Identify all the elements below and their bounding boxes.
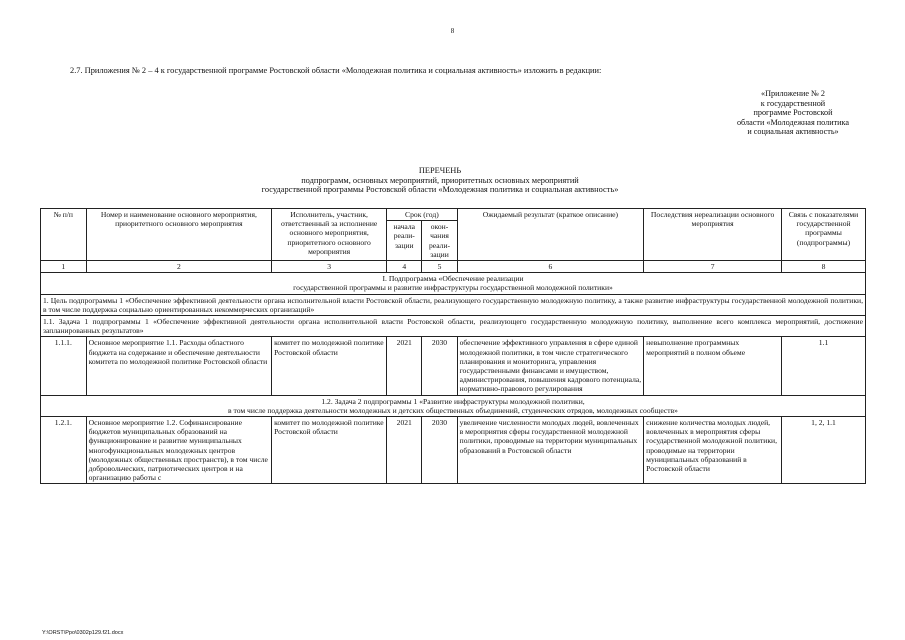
col-number: 4 — [387, 261, 422, 273]
task-row — [41, 395, 866, 416]
row-start: 2021 — [387, 417, 422, 484]
header-term: Срок (год) — [387, 209, 457, 221]
row-end: 2030 — [422, 337, 457, 395]
task-line: в том числе поддержка деятельности молодежных и детских общественных объединений, студенческих отрядов, молодежных сообществ» — [228, 405, 678, 415]
goal-row — [41, 294, 866, 315]
appendix-line: к государственной — [760, 98, 826, 108]
appendix-line: программе Ростовской — [753, 108, 833, 118]
task-text — [41, 395, 866, 416]
col-number: 7 — [644, 261, 782, 273]
table-row — [41, 337, 866, 395]
file-path-footer: Y:\ORST\Ppo\0302p129.f21.docx — [42, 630, 124, 636]
table-header-row — [41, 209, 866, 221]
measures-table — [40, 208, 866, 484]
row-end: 2030 — [422, 417, 457, 484]
appendix-line: области «Молодежная политика — [736, 117, 850, 127]
appendix-line: и социальная активность» — [747, 127, 839, 137]
row-num: 1.1.1. — [41, 337, 87, 395]
goal-text: 1. Цель подпрограммы 1 «Обеспечение эффективной деятельности органа исполнительной власти Ростовской области, реализующего государственную молодежную политику, а также развитие инфраструктуры государственной молодежной политики, в том числе поддержка социально ориентированных некоммерческих организаций» — [41, 294, 866, 315]
title-subtitle: подпрограмм, основных мероприятий, приоритетных основных мероприятий — [301, 175, 579, 185]
row-consequences: снижение количества молодых людей, вовлеченных в мероприятия сферы государственной молодежной политики, проводимые на территории муниципальных образований в Ростовской области — [644, 417, 782, 484]
header-end: окон-чания реали-зации — [422, 221, 457, 261]
col-number: 6 — [457, 261, 644, 273]
row-link: 1.1 — [782, 337, 866, 395]
col-number: 2 — [86, 261, 272, 273]
header-executor: Исполнитель, участник, ответственный за исполнение основного мероприятия, приоритетного основного мероприятия — [272, 209, 387, 261]
col-number: 8 — [782, 261, 866, 273]
task-text: 1.1. Задача 1 подпрограммы 1 «Обеспечение эффективной деятельности органа исполнительной власти Ростовской области, реализующего государственную молодежную политику, выполнение всего комплекса мероприятий, достижение запланированных результатов» — [41, 316, 866, 337]
column-number-row — [41, 261, 866, 273]
row-consequences: невыполнение программных мероприятий в полном объеме — [644, 337, 782, 395]
page-number: 8 — [450, 27, 455, 35]
intro-paragraph: 2.7. Приложения № 2 – 4 к государственной программе Ростовской области «Молодежная политика и социальная активность» изложить в редакции: — [70, 66, 602, 75]
subprogram-line: I. Подпрограмма «Обеспечение реализации — [382, 274, 524, 284]
appendix-line: «Приложение № 2 — [760, 89, 826, 98]
col-number: 3 — [272, 261, 387, 273]
col-number: 1 — [41, 261, 87, 273]
row-executor: комитет по молодежной политике Ростовской области — [272, 417, 387, 484]
header-consequences: Последствия нереализации основного мероприятия — [644, 209, 782, 261]
subprogram-row — [41, 273, 866, 294]
row-result: увеличение численности молодых людей, вовлеченных в мероприятия сферы государственной молодежной политики, проводимые на территории муниципальных образований в Ростовской области — [457, 417, 644, 484]
title-heading: ПЕРЕЧЕНЬ — [418, 166, 462, 175]
row-name: Основное мероприятие 1.1. Расходы областного бюджета на содержание и обеспечение деятельности комитета по молодежной политике Ростовской области — [86, 337, 272, 395]
row-num: 1.2.1. — [41, 417, 87, 484]
row-executor: комитет по молодежной политике Ростовской области — [272, 337, 387, 395]
appendix-header — [698, 89, 888, 137]
document-title — [150, 166, 730, 195]
subprogram-line: государственной программы и развитие инфраструктуры государственной молодежной политики» — [293, 283, 613, 293]
row-start: 2021 — [387, 337, 422, 395]
row-result: обеспечение эффективного управления в сфере единой молодежной политики, в том числе стратегического планирования и мониторинга, управления государственными финансами и имуществом, администрирования, повышения кадрового потенциала, нормативно-правового регулирования — [457, 337, 644, 395]
row-link: 1, 2, 1.1 — [782, 417, 866, 484]
col-number: 5 — [422, 261, 457, 273]
subprogram-title — [41, 273, 866, 294]
title-subtitle: государственной программы Ростовской области «Молодежная политика и социальная активность» — [261, 185, 619, 195]
row-name: Основное мероприятие 1.2. Софинансирование бюджетов муниципальных образований на функционирование и развитие муниципальных многофункциональных молодежных центров (молодежных общественных пространств), в том числе добровольческих, патриотических центров и на организацию работы с — [86, 417, 272, 484]
header-name: Номер и наименование основного мероприятия, приоритетного основного мероприятия — [86, 209, 272, 261]
task-line: 1.2. Задача 2 подпрограммы 1 «Развитие инфраструктуры молодежной политики, — [321, 396, 585, 406]
table-row — [41, 417, 866, 484]
header-link: Связь с показателями государственной программы (подпрограммы) — [782, 209, 866, 261]
task-row — [41, 316, 866, 337]
header-num: № п/п — [41, 209, 87, 261]
header-result: Ожидаемый результат (краткое описание) — [457, 209, 644, 261]
header-start: начала реали-зации — [387, 221, 422, 261]
